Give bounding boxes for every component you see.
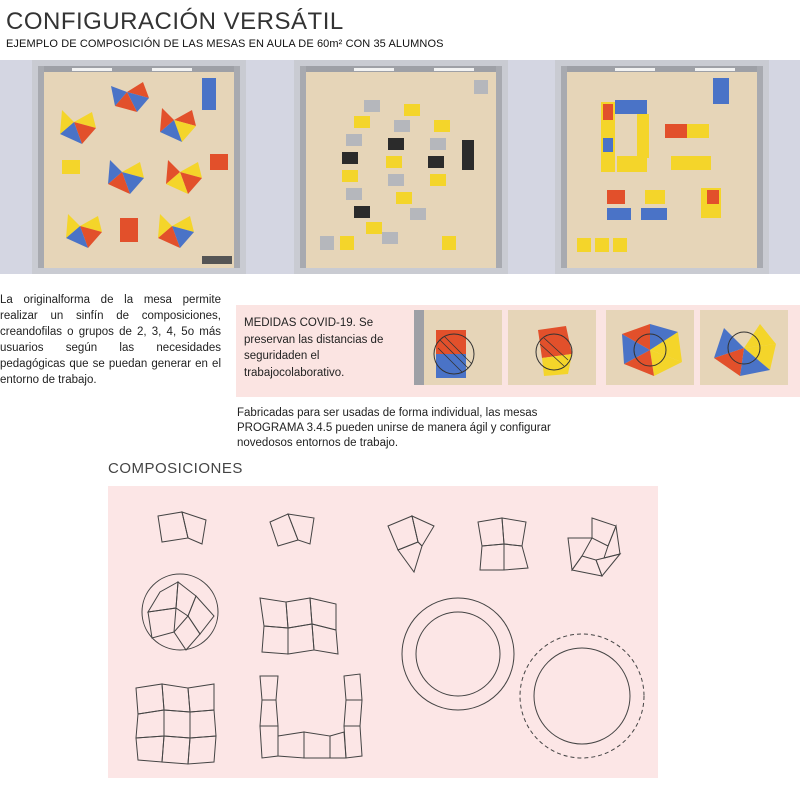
covid-thumb-2 <box>508 310 596 385</box>
composition-row-wave <box>260 598 338 654</box>
composition-u-shape <box>260 674 362 758</box>
classroom-render-arcs <box>294 60 508 274</box>
classroom-render-rows <box>555 60 769 274</box>
covid-thumb-3 <box>606 310 694 385</box>
page-title: CONFIGURACIÓN VERSÁTIL <box>6 8 344 35</box>
composition-2-desks <box>158 512 206 544</box>
classroom-render-groups <box>32 60 246 274</box>
composition-3-desks <box>388 516 434 572</box>
composition-4-desks <box>478 518 528 570</box>
covid-thumb-1 <box>414 310 502 385</box>
composition-grid-wave <box>136 684 216 764</box>
composiciones-title: COMPOSICIONES <box>108 460 243 477</box>
composiciones-drawings <box>108 486 658 778</box>
fabricadas-paragraph: Fabricadas para ser usadas de forma individual, las mesas PROGRAMA 3.4.5 pueden unirse de manera ágil y configurar novedosos entornos de trabajo. <box>237 407 551 449</box>
composition-5-desks <box>568 518 620 576</box>
covid-thumb-4 <box>700 310 788 385</box>
covid-text: MEDIDAS COVID-19. Se preservan las distancias de seguridaden el trabajocolaborativo. <box>244 317 384 379</box>
page-subtitle: EJEMPLO DE COMPOSICIÓN DE LAS MESAS EN AULA DE 60m² CON 35 ALUMNOS <box>6 38 444 50</box>
composition-2-desks-offset <box>270 514 314 546</box>
composition-star <box>148 582 214 650</box>
intro-paragraph: La originalforma de la mesa permite realizar un sinfín de composiciones, creandofilas o grupos de 2, 3, 4, 5o más usuarios según las necesidades pedagógicas que se puedan generar en el entorno de trabajo. <box>0 294 221 386</box>
